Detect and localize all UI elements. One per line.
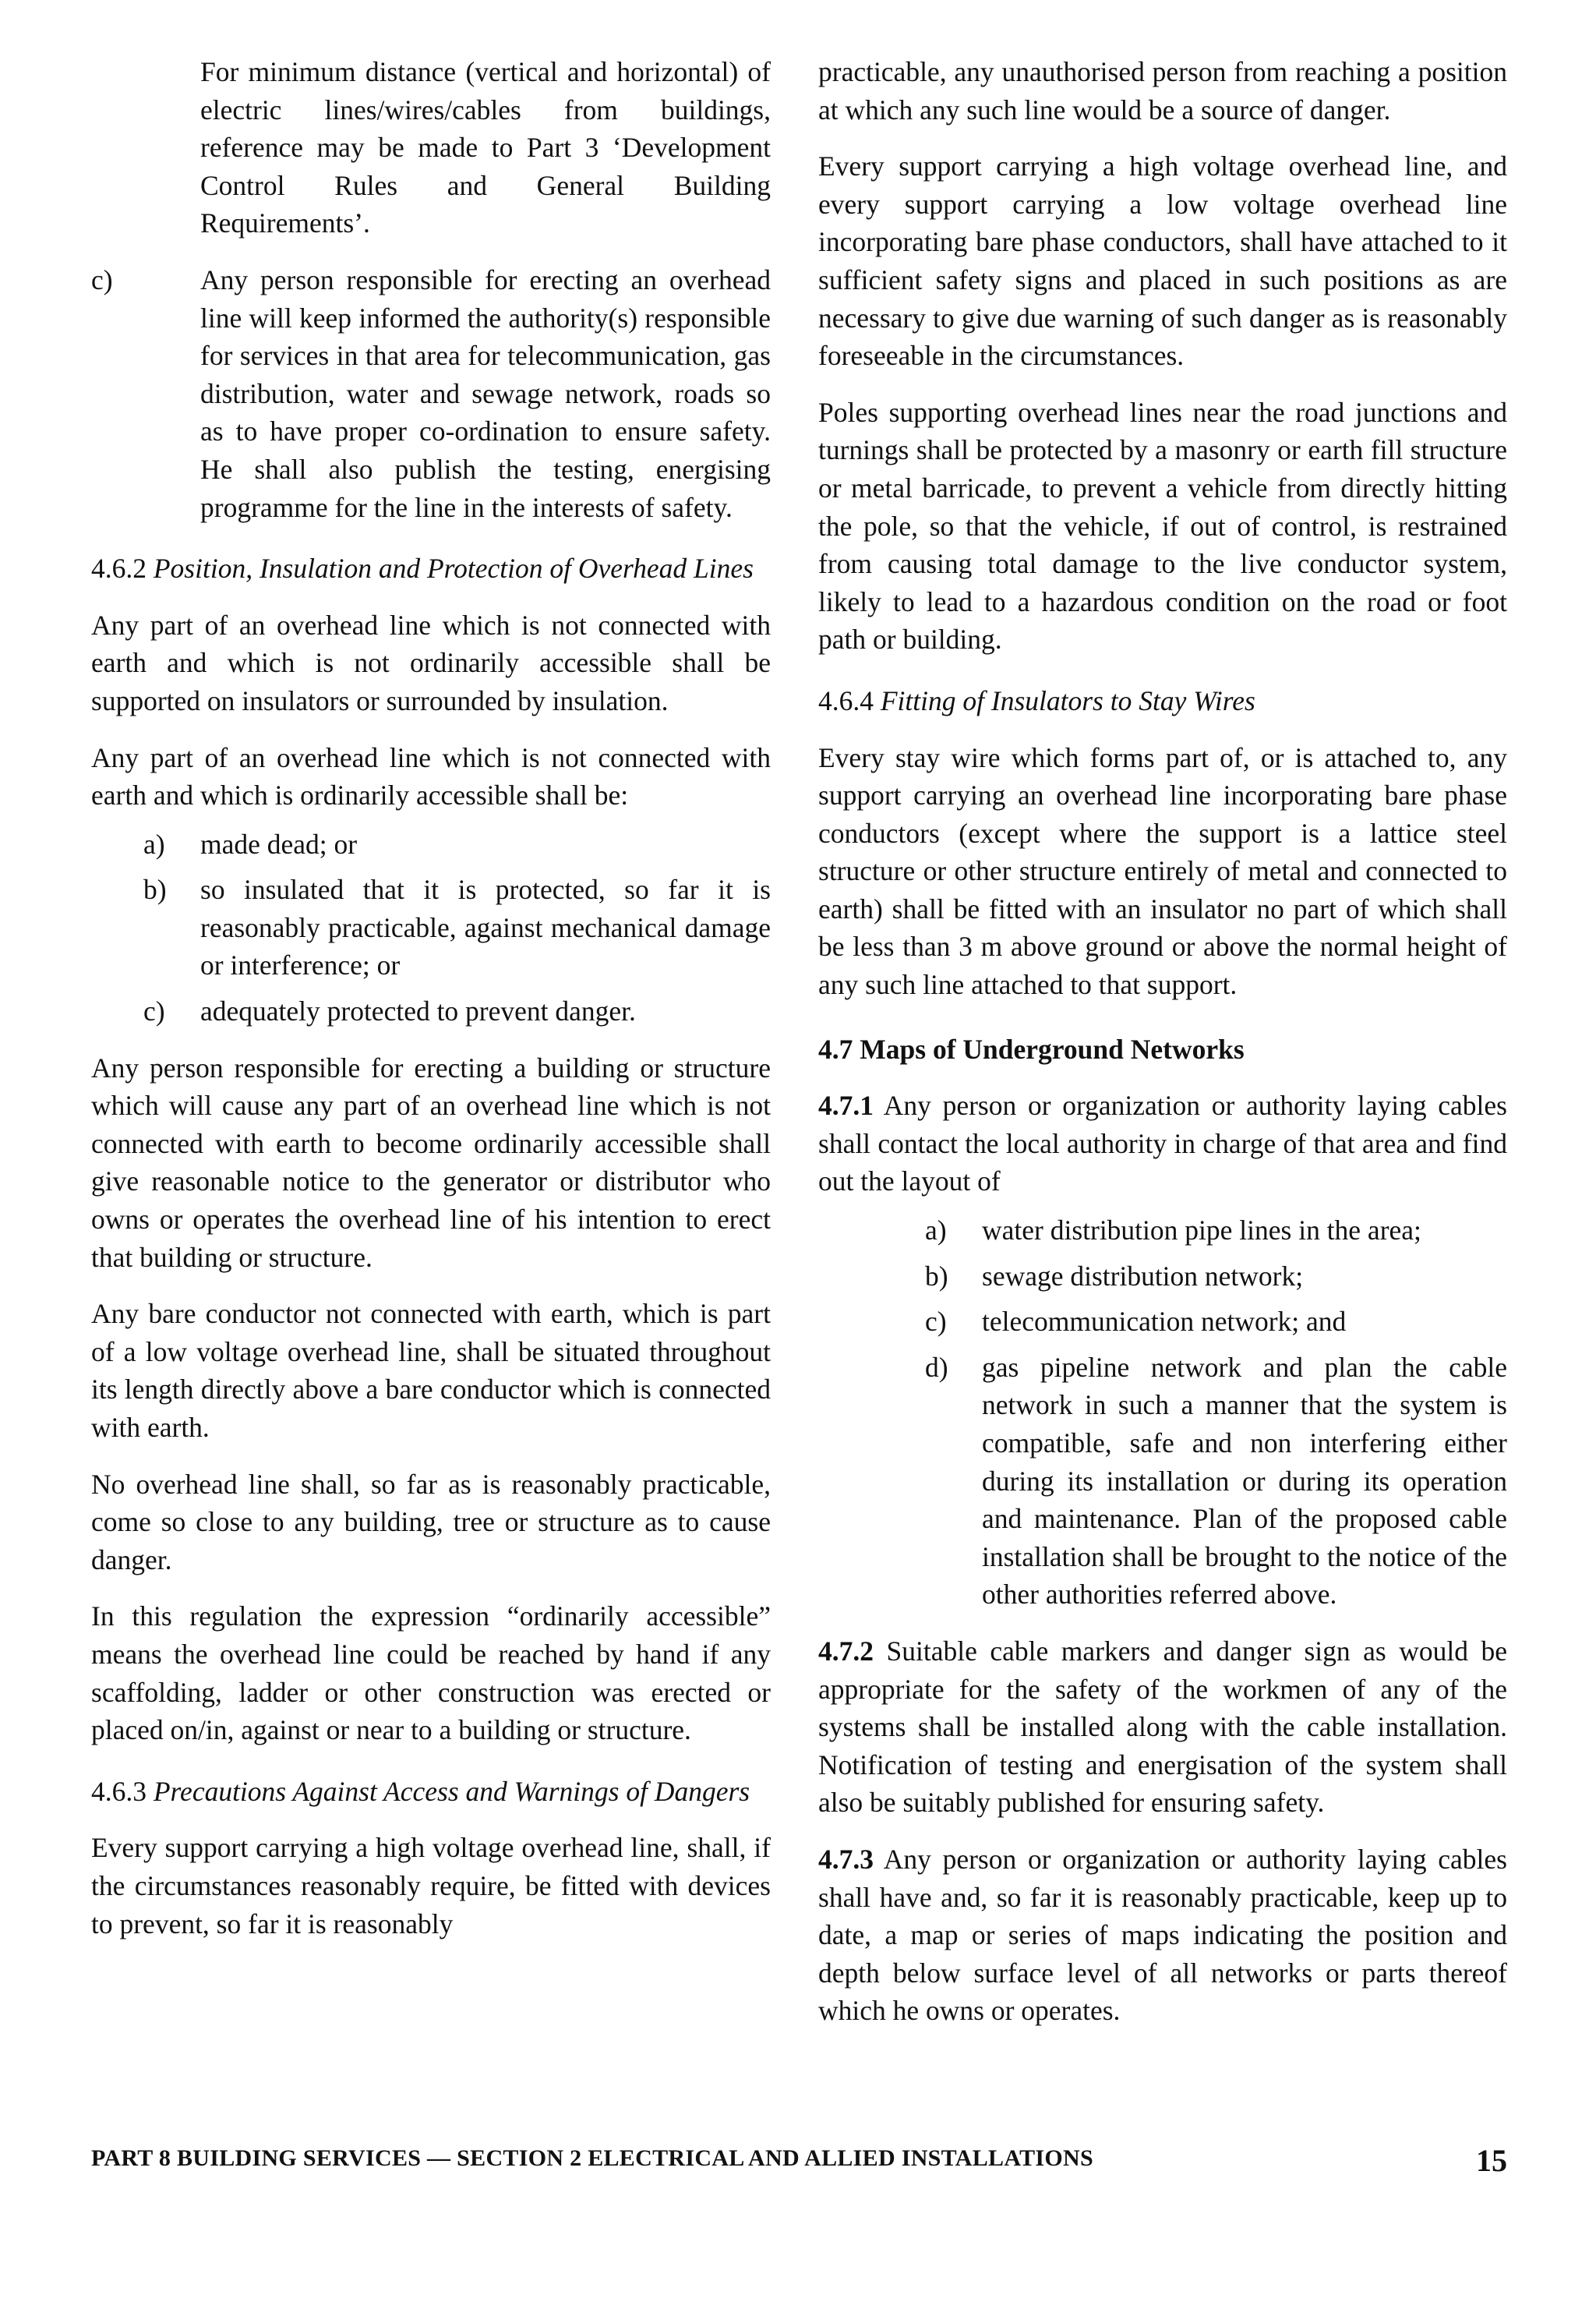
paragraph: Poles supporting overhead lines near the road junctions and turnings shall be protected by a masonry or earth fill structure or metal barricade, to prevent a vehicle from directly hitting the pole, so that the vehicle, if out of control, is restrained from causing total damage to the live conductor system, likely to lead to a hazardous condition on the road or foot path or building. [818,396,1507,656]
list-item [873,1303,1507,1341]
page-footer [91,2145,1507,2176]
list-item [91,871,771,985]
paragraph: Any person responsible for erecting a building or structure which will cause any part of an overhead line which is not connected with earth to become ordinarily accessible shall give reasonable notice to the generator or distributor who owns or operates the overhead line of his intention to erect that building or structure. [91,1052,771,1273]
clause-text: Suitable cable markers and danger sign as would be appropriate for the safety of the workmen of any of the systems shall be installed along with the cable installation. Notification of testing and energisation of the system shall also be suitably published for ensuring safety. [818,1635,1507,1819]
clause-number: 4.7.2 [818,1635,874,1667]
paragraph: Any part of an overhead line which is not connected with earth and which is ordinarily accessible shall be: [91,741,771,811]
heading-number: 4.6.2 [91,553,147,585]
heading-4-6-3 [91,1773,771,1811]
list-item [873,1211,1507,1250]
left-column [91,53,771,1961]
list-text: sewage distribution network; [982,1260,1304,1292]
paragraph-4-7-3 [818,1840,1507,2030]
paragraph: Any bare conductor not connected with earth, which is part of a low voltage overhead line, shall be situated throughout its length directly above a bare conductor which is connected with earth. [91,1298,771,1443]
paragraph: In this regulation the expression “ordinarily accessible” means the overhead line could be reached by hand if any scaffolding, ladder or other construction was erected or placed on/in, against or near to a building or structure. [91,1600,771,1746]
heading-title: Fitting of Insulators to Stay Wires [880,684,1255,716]
heading-number: 4.6.4 [818,684,874,716]
paragraph: Every stay wire which forms part of, or is attached to, any support carrying an overhead line incorporating bare phase conductors (except where the support is a lattice steel structure or other structure entirely of metal and connected to earth) shall be fitted with an insulator no part of which shall be less than 3 m above ground or above the normal height of any such line attached to that support. [818,741,1507,1001]
list-label: a) [143,828,165,860]
page-number: 15 [1476,2143,1507,2178]
list-text: telecommunication network; and [982,1306,1347,1338]
paragraph-4-7-1 [818,1087,1507,1200]
paragraph: Every support carrying a high voltage overhead line, shall, if the circumstances reasonably require, be fitted with devices to prevent, so far it is reasonably [91,1832,771,1939]
clause-text: Any person or organization or authority laying cables shall contact the local authority in charge of that area and find out the layout of [818,1090,1507,1197]
paragraph: Any part of an overhead line which is not connected with earth and which is not ordinarily accessible shall be supported on insulators or surrounded by insulation. [91,609,771,716]
clause-number: 4.7.3 [818,1843,874,1875]
min-distance-note: For minimum distance (vertical and horizontal) of electric lines/wires/cables from buildings, reference may be made to Part 3 ‘Development Control Rules and General Building Requirements’. [200,56,771,239]
heading-4-6-4 [818,682,1507,720]
list-label: d) [925,1351,948,1383]
clause-text: Any person or organization or authority laying cables shall have and, so far it is reasonably practicable, keep up to date, a map or series of maps indicating the position and depth below surface level of all networks or parts thereof which he owns or operates. [818,1843,1507,2027]
list-item [91,826,771,864]
list-item [873,1257,1507,1296]
heading-title: Precautions Against Access and Warnings of Dangers [153,1775,750,1807]
paragraph: practicable, any unauthorised person from reaching a position at which any such line would be a source of danger. [818,56,1507,126]
footer-title: PART 8 BUILDING SERVICES — SECTION 2 ELECTRICAL AND ALLIED INSTALLATIONS [91,2145,1093,2171]
paragraph: No overhead line shall, so far as is reasonably practicable, come so close to any building, tree or structure as to cause danger. [91,1468,771,1575]
item-text: Any person responsible for erecting an overhead line will keep informed the authority(s) responsible for services in that area for telecommunication, gas distribution, water and sewage network, roads so as to have proper co-ordination to ensure safety. He shall also publish the testing, energising programme for the line in the interests of safety. [200,263,771,523]
right-column [818,53,1507,2049]
list-text: water distribution pipe lines in the area; [982,1215,1421,1246]
list-text: so insulated that it is protected, so far it is reasonably practicable, against mechanical damage or interference; or [200,874,771,981]
list-label: a) [925,1215,947,1246]
list-label: b) [925,1260,948,1292]
item-label: c) [91,263,113,295]
paragraph: Every support carrying a high voltage overhead line, and every support carrying a low voltage overhead line incorporating bare phase conductors, shall have attached to it sufficient safety signs and placed in such positions as are necessary to give due warning of such danger as is reasonably foreseeable in the circumstances. [818,150,1507,372]
list-label: b) [143,874,167,906]
heading-number: 4.6.3 [91,1775,147,1807]
list-text: made dead; or [200,828,358,860]
heading-4-6-2 [91,550,771,588]
item-c-coordination [91,261,771,526]
list-item [873,1349,1507,1614]
heading-title: Position, Insulation and Protection of Overhead Lines [153,553,754,585]
list-label: c) [925,1306,947,1338]
paragraph-4-7-2 [818,1632,1507,1822]
heading-4-7: 4.7 Maps of Underground Networks [818,1033,1245,1065]
list-text: gas pipeline network and plan the cable network in such a manner that the system is compatible, safe and non interfering either during its installation or during its operation and maintenance. Plan of the proposed cable installation shall be brought to the notice of the other authorities referred above. [982,1351,1507,1611]
list-text: adequately protected to prevent danger. [200,995,636,1027]
clause-number: 4.7.1 [818,1090,874,1122]
list-item [91,992,771,1031]
list-label: c) [143,995,165,1027]
